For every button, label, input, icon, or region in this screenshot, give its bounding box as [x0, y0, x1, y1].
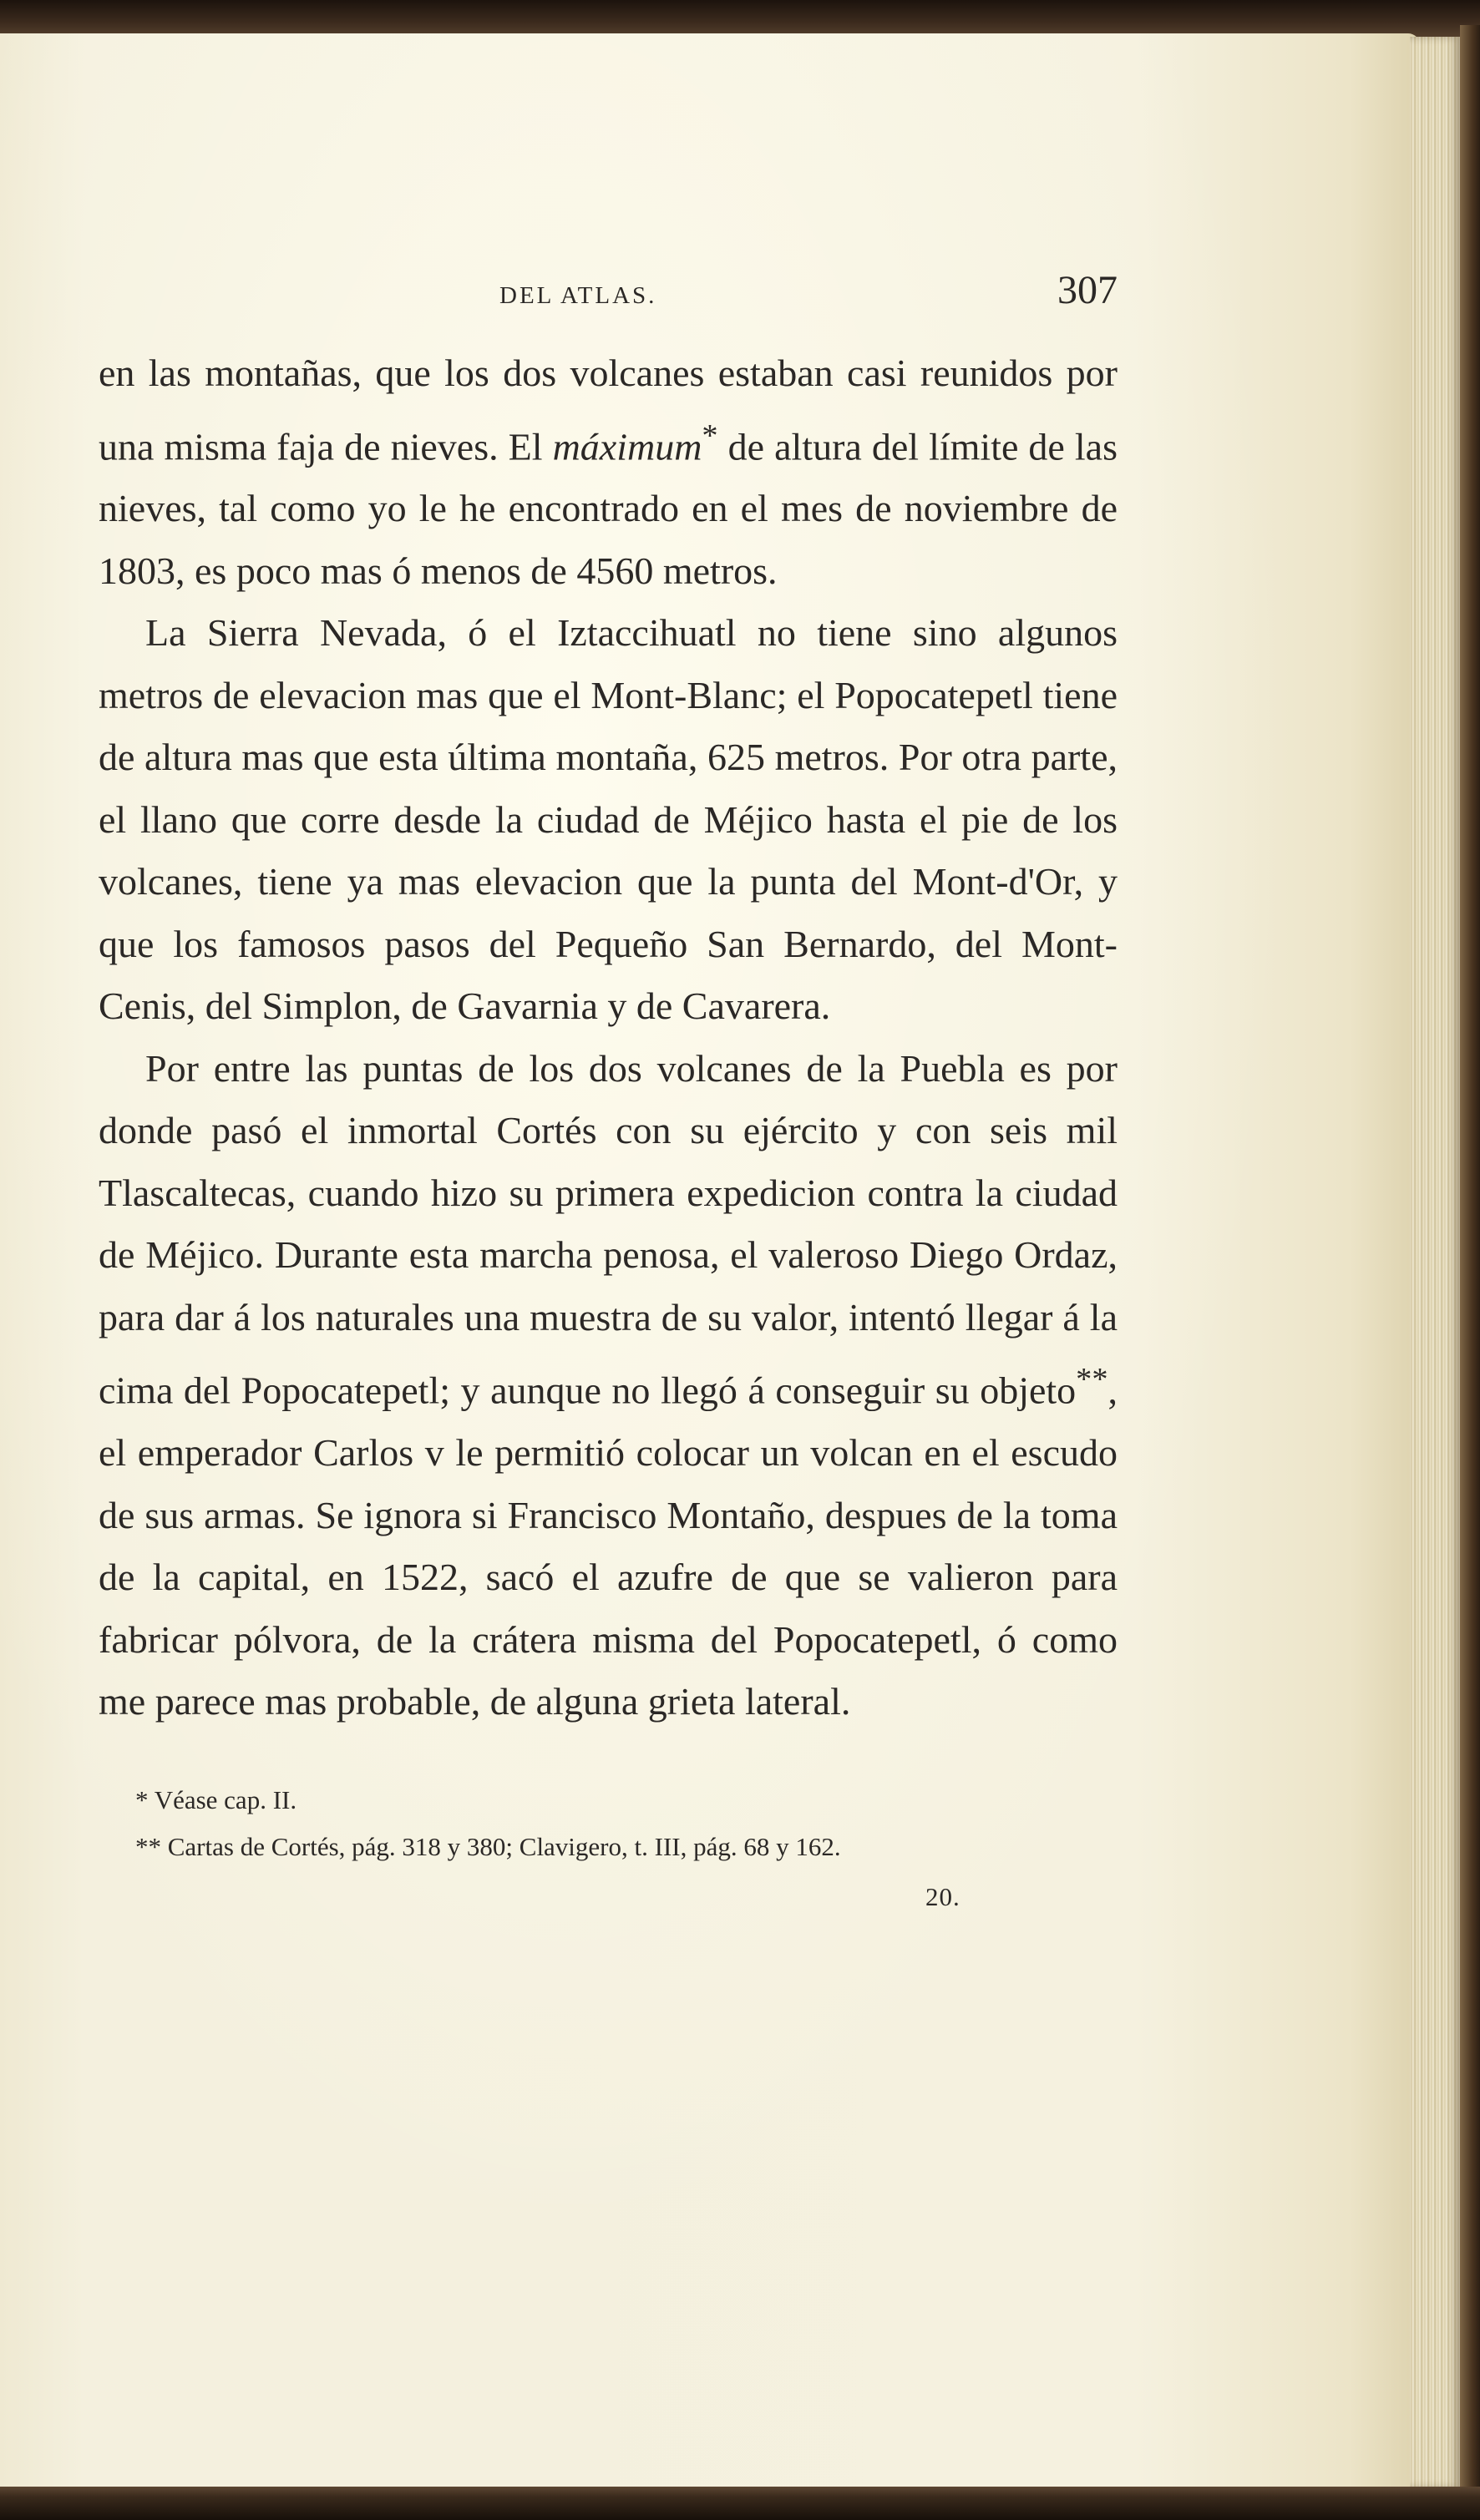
paragraph-1-start: en las montañas, que los dos volcanes estaban casi reunidos por una misma faja de nieves. El	[99, 352, 1118, 468]
paragraph-3	[99, 1038, 1118, 1733]
running-head: DEL ATLAS.	[499, 282, 657, 309]
page-content	[99, 267, 1118, 1912]
paragraph-3-start: Por entre las puntas de los dos volcanes de la Puebla es por donde pasó el inmortal Cortés con su ejército y con seis mil Tlascaltecas, cuando hizo su primera expedicion contra la ciudad de Méjico. Durante esta marcha penosa, el valeroso Diego Ordaz, para dar á los naturales una muestra de su valor, intentó llegar á la cima del Popocatepetl; y aunque no llegó á conseguir su objeto	[99, 1046, 1118, 1412]
page-number: 307	[1057, 268, 1118, 312]
page-header	[99, 267, 1118, 342]
body-text	[99, 342, 1118, 1733]
footnote-1: * Véase cap. II.	[135, 1784, 297, 1814]
paragraph-1-end: de altura del límite de las nieves, tal como yo le he encontrado en el mes de noviembre de 1803, es poco mas ó menos de 4560 metros.	[99, 424, 1118, 592]
emphasis-maximum: máximum	[552, 424, 702, 468]
signature-mark: 20.	[925, 1881, 960, 1911]
footnotes	[99, 1777, 1118, 1870]
footnote-mark-1: *	[702, 417, 718, 453]
footnote-2: ** Cartas de Cortés, pág. 318 y 380; Clavigero, t. III, pág. 68 y 162.	[135, 1831, 841, 1861]
footnote-mark-2: **	[1076, 1362, 1108, 1398]
book-cover-bottom-edge	[0, 2487, 1480, 2520]
book-binding-edge	[1460, 25, 1480, 2497]
page-fore-edge	[1410, 37, 1460, 2488]
paragraph-1	[99, 342, 1118, 602]
paragraph-3-end: , el emperador Carlos v le permitió colocar un volcan en el escudo de sus armas. Se ignora si Francisco Montaño, despues de la toma de la capital, en 1522, sacó el azufre de que se valieron para fabricar pólvora, de la crátera misma del Popocatepetl, ó como me parece mas probable, de alguna grieta lateral.	[99, 1369, 1118, 1723]
paragraph-2: La Sierra Nevada, ó el Iztaccihuatl no tiene sino algunos metros de elevacion mas que el Mont-Blanc; el Popocatepetl tiene de altura mas que esta última montaña, 625 metros. Por otra parte, el llano que corre desde la ciudad de Méjico hasta el pie de los volcanes, tiene ya mas elevacion que la punta del Mont-d'Or, y que los famosos pasos del Pequeño San Bernardo, del Mont-Cenis, del Simplon, de Gavarnia y de Cavarera.	[99, 611, 1118, 1028]
